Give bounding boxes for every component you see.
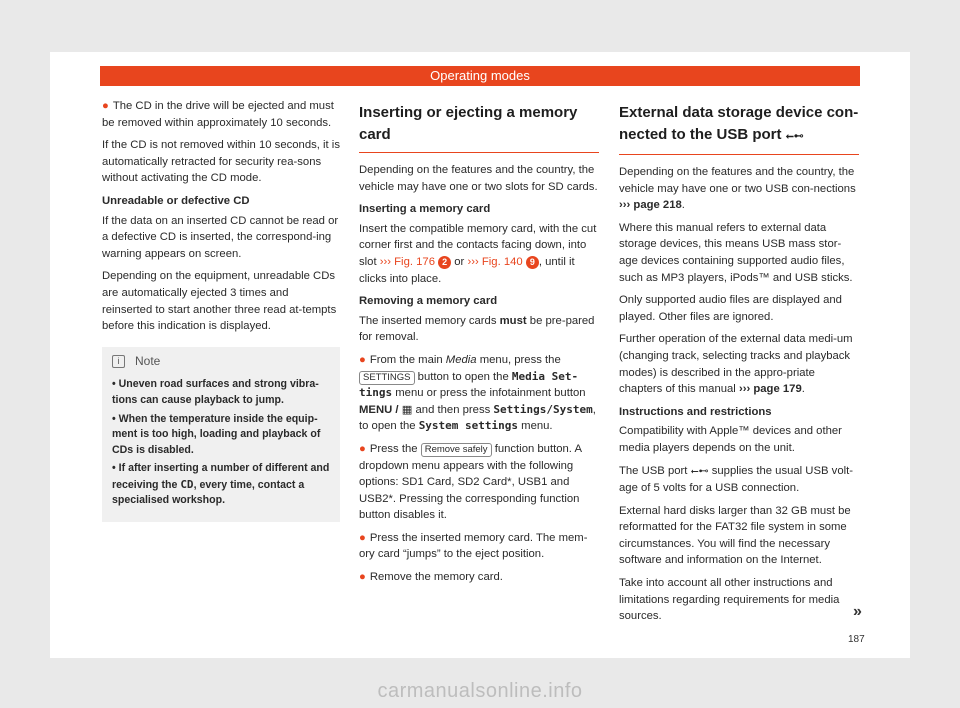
heading-usb: External data storage device con-nected to the USB port ⭠⊷ [619,102,859,155]
paragraph: Depending on the features and the country, the vehicle may have one or two USB con-nections ››› page 218. [619,166,856,212]
grid-icon: ▦ [401,403,413,416]
bullet-icon: ● [359,442,366,455]
column-right [619,102,859,631]
subheading-instructions: Instructions and restrictions [619,405,772,418]
column-middle [359,102,599,592]
callout-number: 2 [438,256,451,269]
page-number: 187 [848,634,865,645]
paragraph: Only supported audio files are displayed and played. Other files are ignored. [619,294,842,323]
heading-memory-card: Inserting or ejecting a memory card [359,102,599,153]
page-link[interactable]: ››› page 218 [619,199,682,212]
bullet-icon: ● [359,571,366,584]
page-link[interactable]: ››› page 179 [738,383,802,396]
note-item: • Uneven road surfaces and strong vibra-tions can cause playback to jump. [112,378,319,406]
paragraph: The inserted memory cards must be pre-pared for removal. [359,314,595,344]
subheading-inserting: Inserting a memory card [359,203,491,216]
note-title: Note [135,353,161,368]
subheading-unreadable-cd: Unreadable or defective CD [102,194,250,207]
usb-icon: ⭠⊷ [785,131,804,142]
note-header [112,353,331,370]
callout-number: 9 [526,256,539,269]
paragraph: Compatibility with Apple™ devices and other media players depends on the unit. [619,425,842,454]
step-bullet: ● Remove the memory card. [359,571,503,584]
bullet-icon: ● [359,531,366,544]
paragraph: Depending on the equipment, unreadable CDs are automatically ejected 3 times and reinserted to start another three read at-tempts before this indication is displayed. [102,270,337,333]
step-bullet: ● Press the inserted memory card. The mem-ory card “jumps” to the eject position. [359,531,588,561]
note-box [102,347,340,522]
cd-code: CD [180,477,194,491]
step-bullet: ● From the main Media menu, press the SETTINGS button to open the Media Set-tings menu or press the infotainment button MENU / ▦ and then press Settings/System, to open the System settings menu. [359,353,596,433]
paragraph-insert: Insert the compatible memory card, with the cut corner first and the contacts facing down, into slot ››› Fig. 176 2 or ››› Fig. 140 9 , until it clicks into place. [359,222,597,285]
menu-label: MENU / [359,403,402,416]
paragraph: Depending on the features and the country, the vehicle may have one or two slots for SD cards. [359,164,598,193]
note-item: • If after inserting a number of different and receiving the CD, every time, contact a specialised workshop. [112,462,330,507]
paragraph: Further operation of the external data medi-um (changing track, selecting tracks and playback modes) is described in the appro-priate chapters of this manual ››› page 179. [619,333,853,396]
column-left [102,98,340,522]
section-banner: Operating modes [100,66,860,86]
paragraph: External hard disks larger than 32 GB must be reformatted for the FAT32 file system in some circumstances. You will find the necessary software and information on the Internet. [619,504,851,567]
paragraph: If the CD is not removed within 10 seconds, it is automatically retracted for security rea-sons without activating the CD mode. [102,139,340,185]
settings-button-label: SETTINGS [359,371,415,385]
remove-safely-button-label: Remove safely [421,443,492,457]
paragraph: Take into account all other instructions and limitations regarding requirements for media sources. [619,577,840,623]
step-bullet: ● Press the Remove safely function button. A dropdown menu appears with the following options: SD1 Card, SD2 Card*, USB1 and USB2*. Pressing the corresponding function button disables it. [359,442,582,522]
usb-icon: ⭠⊷ [690,465,709,477]
continue-arrow: » [853,603,862,620]
paragraph: If the data on an inserted CD cannot be read or a defective CD is inserted, the correspond-ing warning appears on screen. [102,214,339,260]
watermark: carmanualsonline.info [377,680,583,702]
subheading-removing: Removing a memory card [359,295,498,308]
info-icon: i [112,355,125,368]
bullet-icon: ● [359,353,366,366]
paragraph: The USB port ⭠⊷ supplies the usual USB volt-age of 5 volts for a USB connection. [619,464,854,495]
paragraph: Where this manual refers to external data storage devices, this means USB mass stor-age devices containing supported audio files, such as MP3 players, iPods™ and USB sticks. [619,221,853,284]
note-item: • When the temperature inside the equip-ment is too high, loading and playback of CDs is disabled. [112,412,321,456]
figure-link[interactable]: ››› Fig. 176 [379,255,435,268]
bullet-icon: ● [102,100,109,112]
cd-eject-bullet: ● The CD in the drive will be ejected and must be removed within approximately 10 seconds. [102,100,334,129]
figure-link[interactable]: ››› Fig. 140 [467,255,523,268]
